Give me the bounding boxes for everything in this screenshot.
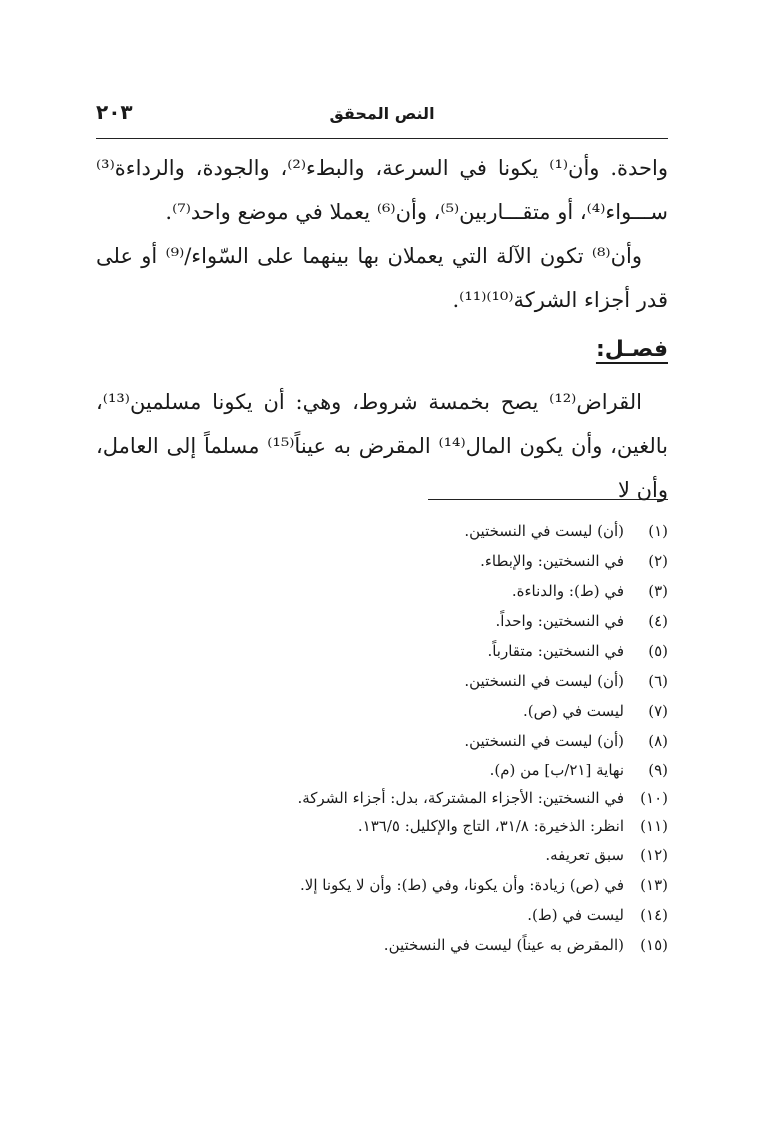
footnote-number: (١١) — [640, 817, 668, 835]
main-text — [96, 146, 668, 512]
footnote-text: في النسختين: متقارباً. — [487, 642, 624, 660]
footnote-13 — [96, 870, 668, 900]
footnote-10 — [96, 784, 668, 812]
footnote-8 — [96, 726, 668, 756]
footnote-text: انظر: الذخيرة: ٣١/٨، التاج والإكليل: ١٣٦/٥. — [357, 817, 624, 835]
footnote-text: في (ط): والدناءة. — [511, 582, 624, 600]
footnote-text: سبق تعريفه. — [545, 846, 624, 864]
footnote-number: (١٢) — [640, 846, 668, 864]
footnote-number: (١٣) — [640, 876, 668, 894]
footnote-number: (٢) — [648, 552, 668, 570]
footnote-number: (٧) — [648, 702, 668, 720]
footnote-text: نهاية [٢١/ب] من (م). — [489, 761, 624, 779]
paragraph-1: واحدة. وأن⁽¹⁾ يكونا في السرعة، والبطء⁽²⁾، والجودة، والرداءة⁽³⁾ ســـواء⁽⁴⁾، أو متقـــاربين⁽⁵⁾، وأن⁽⁶⁾ يعملا في موضع واحد⁽⁷⁾. — [96, 156, 668, 224]
footnote-1 — [96, 516, 668, 546]
footnote-number: (١٠) — [640, 789, 668, 807]
footnote-14 — [96, 900, 668, 930]
footnote-number: (٩) — [648, 761, 668, 779]
footnote-number: (٦) — [648, 672, 668, 690]
footnote-number: (٨) — [648, 732, 668, 750]
footnote-number: (٥) — [648, 642, 668, 660]
footnote-text: في النسختين: واحداً. — [495, 612, 624, 630]
footnote-text: (أن) ليست في النسختين. — [464, 522, 624, 540]
footnote-9 — [96, 756, 668, 784]
footnote-number: (٣) — [648, 582, 668, 600]
footnote-text: (المقرض به عيناً) ليست في النسختين. — [383, 936, 624, 954]
paragraph-3: القراض⁽¹²⁾ يصح بخمسة شروط، وهي: أن يكونا مسلمين⁽¹³⁾، بالغين، وأن يكون المال⁽¹⁴⁾ المقرض به عيناً⁽¹⁵⁾ مسلماً إلى العامل، وأن لا — [96, 390, 668, 502]
footnote-15 — [96, 930, 668, 960]
footnote-5 — [96, 636, 668, 666]
footnote-text: ليست في (ط). — [527, 906, 624, 924]
footnote-number: (٤) — [648, 612, 668, 630]
footnote-separator — [428, 499, 668, 500]
footnote-12 — [96, 840, 668, 870]
paragraph-2: وأن⁽⁸⁾ تكون الآلة التي يعملان بها بينهما على السّواء/⁽⁹⁾ أو على قدر أجزاء الشركة⁽¹⁰⁾⁽¹¹⁾. — [96, 244, 668, 312]
footnote-7 — [96, 696, 668, 726]
footnote-number: (١) — [648, 522, 668, 540]
footnote-6 — [96, 666, 668, 696]
footnote-text: ليست في (ص). — [522, 702, 624, 720]
header-rule — [96, 138, 668, 139]
footnote-text: في النسختين: الأجزاء المشتركة، بدل: أجزاء الشركة. — [297, 789, 624, 807]
page-header — [96, 98, 668, 134]
footnote-text: في (ص) زيادة: وأن يكونا، وفي (ط): وأن لا يكونا إلا. — [300, 876, 624, 894]
footnote-text: في النسختين: والإبطاء. — [480, 552, 624, 570]
footnote-11 — [96, 812, 668, 840]
running-title: النص المحقق — [329, 104, 435, 123]
footnote-number: (١٥) — [640, 936, 668, 954]
footnote-text: (أن) ليست في النسختين. — [464, 672, 624, 690]
footnote-number: (١٤) — [640, 906, 668, 924]
footnotes-list — [96, 516, 668, 960]
footnote-2 — [96, 546, 668, 576]
page-number: ٢٠٣ — [96, 100, 133, 124]
footnote-4 — [96, 606, 668, 636]
footnote-3 — [96, 576, 668, 606]
footnote-text: (أن) ليست في النسختين. — [464, 732, 624, 750]
section-heading: فصـل: — [595, 337, 668, 362]
